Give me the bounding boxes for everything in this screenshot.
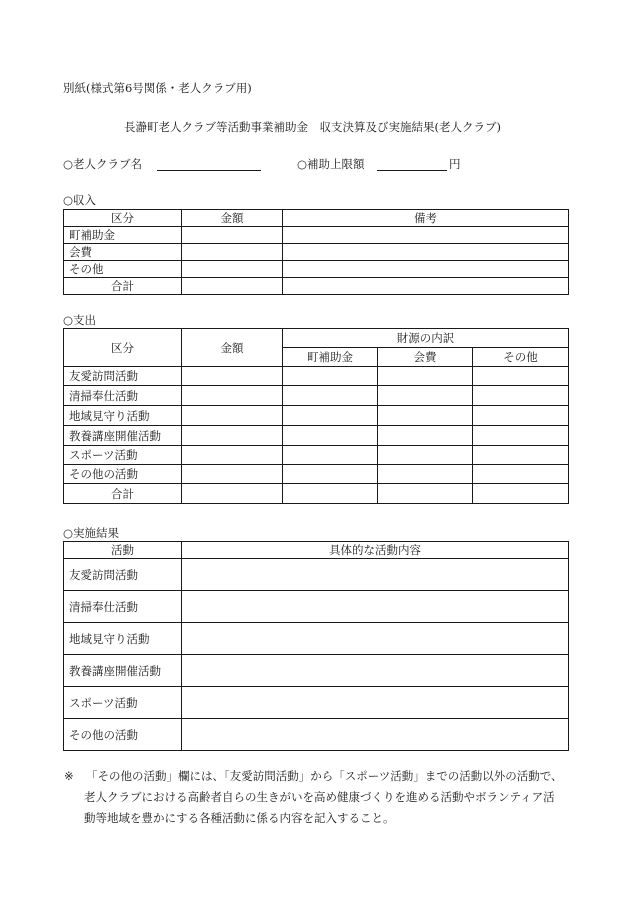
subsidy-limit-field[interactable] [377, 156, 447, 171]
expense-section-label: ○支出 [63, 313, 97, 327]
results-section-label: ○実施結果 [63, 526, 120, 540]
expense-header-town-subsidy: 町補助金 [283, 348, 378, 367]
expense-cell[interactable] [283, 465, 378, 484]
table-row [64, 426, 569, 446]
results-details-cell[interactable] [182, 559, 569, 591]
document-title: 長瀞町老人クラブ等活動事業補助金 収支決算及び実施結果(老人クラブ) [124, 120, 501, 134]
income-total-amount-cell[interactable] [182, 278, 283, 295]
income-remarks-cell[interactable] [283, 244, 569, 261]
results-row-label: 地域見守り活動 [64, 623, 182, 655]
results-details-cell[interactable] [182, 623, 569, 655]
income-remarks-cell[interactable] [283, 227, 569, 244]
expense-header-breakdown: 財源の内訳 [283, 329, 569, 348]
income-row-label: 町補助金 [64, 227, 182, 244]
expense-cell[interactable] [182, 426, 283, 446]
club-name-field[interactable] [157, 156, 261, 171]
expense-total-cell[interactable] [182, 484, 283, 504]
expense-row-label: スポーツ活動 [64, 446, 182, 465]
income-section-label: ○収入 [63, 193, 97, 207]
expense-cell[interactable] [473, 406, 569, 426]
expense-total-label: 合計 [64, 484, 182, 504]
table-row [64, 719, 569, 751]
subsidy-limit-label: ○補助上限額 [297, 157, 365, 171]
results-header-details: 具体的な活動内容 [182, 542, 569, 559]
expense-cell[interactable] [182, 406, 283, 426]
table-row [64, 261, 569, 278]
expense-cell[interactable] [283, 367, 378, 386]
table-row-total [64, 278, 569, 295]
expense-total-cell[interactable] [283, 484, 378, 504]
results-row-label: 教養講座開催活動 [64, 655, 182, 687]
results-row-label: スポーツ活動 [64, 687, 182, 719]
table-row [64, 244, 569, 261]
income-total-remarks-cell[interactable] [283, 278, 569, 295]
table-row [64, 446, 569, 465]
expense-cell[interactable] [378, 406, 473, 426]
expense-cell[interactable] [283, 446, 378, 465]
expense-cell[interactable] [378, 367, 473, 386]
expense-row-label: 教養講座開催活動 [64, 426, 182, 446]
expense-cell[interactable] [283, 406, 378, 426]
expense-cell[interactable] [473, 386, 569, 406]
table-row [64, 623, 569, 655]
club-name-label: ○老人クラブ名 [63, 157, 143, 171]
expense-row-label: 清掃奉仕活動 [64, 386, 182, 406]
expense-cell[interactable] [473, 426, 569, 446]
expense-header-dues: 会費 [378, 348, 473, 367]
expense-cell[interactable] [182, 465, 283, 484]
expense-total-cell[interactable] [473, 484, 569, 504]
expense-cell[interactable] [182, 367, 283, 386]
table-row [64, 227, 569, 244]
note-line: 動等地域を豊かにする各種活動に係る内容を記入すること。 [84, 811, 395, 825]
expense-header-category: 区分 [64, 329, 182, 367]
note-mark: ※ [64, 769, 74, 783]
form-label: 別紙(様式第6号関係・老人クラブ用) [63, 81, 252, 95]
results-details-cell[interactable] [182, 687, 569, 719]
table-row [64, 406, 569, 426]
results-table [63, 541, 569, 751]
results-row-label: 清掃奉仕活動 [64, 591, 182, 623]
expense-cell[interactable] [378, 386, 473, 406]
results-details-cell[interactable] [182, 591, 569, 623]
income-row-label: その他 [64, 261, 182, 278]
income-amount-cell[interactable] [182, 244, 283, 261]
expense-cell[interactable] [378, 446, 473, 465]
expense-cell[interactable] [378, 465, 473, 484]
expense-row-label: その他の活動 [64, 465, 182, 484]
results-details-cell[interactable] [182, 719, 569, 751]
results-details-cell[interactable] [182, 655, 569, 687]
table-row [64, 655, 569, 687]
expense-cell[interactable] [283, 426, 378, 446]
income-header-category: 区分 [64, 210, 182, 227]
expense-cell[interactable] [473, 465, 569, 484]
table-row [64, 591, 569, 623]
table-row [64, 559, 569, 591]
expense-row-label: 地域見守り活動 [64, 406, 182, 426]
results-header-activity: 活動 [64, 542, 182, 559]
income-amount-cell[interactable] [182, 261, 283, 278]
expense-header-amount: 金額 [182, 329, 283, 367]
income-total-label: 合計 [64, 278, 182, 295]
results-row-label: 友愛訪問活動 [64, 559, 182, 591]
expense-table [63, 328, 569, 504]
subsidy-limit-unit: 円 [449, 157, 461, 171]
expense-cell[interactable] [283, 386, 378, 406]
income-row-label: 会費 [64, 244, 182, 261]
expense-cell[interactable] [182, 386, 283, 406]
expense-row-label: 友愛訪問活動 [64, 367, 182, 386]
footnote [64, 766, 576, 829]
note-line: 老人クラブにおける高齢者自らの生きがいを高め健康づくりを進める活動やボランティア活 [84, 790, 555, 804]
expense-cell[interactable] [182, 446, 283, 465]
note-line: 「その他の活動」欄には、「友愛訪問活動」から「スポーツ活動」までの活動以外の活動で、 [86, 769, 563, 783]
expense-header-other: その他 [473, 348, 569, 367]
table-row-total [64, 484, 569, 504]
expense-cell[interactable] [473, 446, 569, 465]
table-row [64, 687, 569, 719]
income-header-remarks: 備考 [283, 210, 569, 227]
income-amount-cell[interactable] [182, 227, 283, 244]
expense-cell[interactable] [378, 426, 473, 446]
income-header-amount: 金額 [182, 210, 283, 227]
table-row [64, 465, 569, 484]
expense-total-cell[interactable] [378, 484, 473, 504]
table-row [64, 367, 569, 386]
income-remarks-cell[interactable] [283, 261, 569, 278]
expense-cell[interactable] [473, 367, 569, 386]
table-row [64, 386, 569, 406]
results-row-label: その他の活動 [64, 719, 182, 751]
income-table [63, 209, 569, 295]
